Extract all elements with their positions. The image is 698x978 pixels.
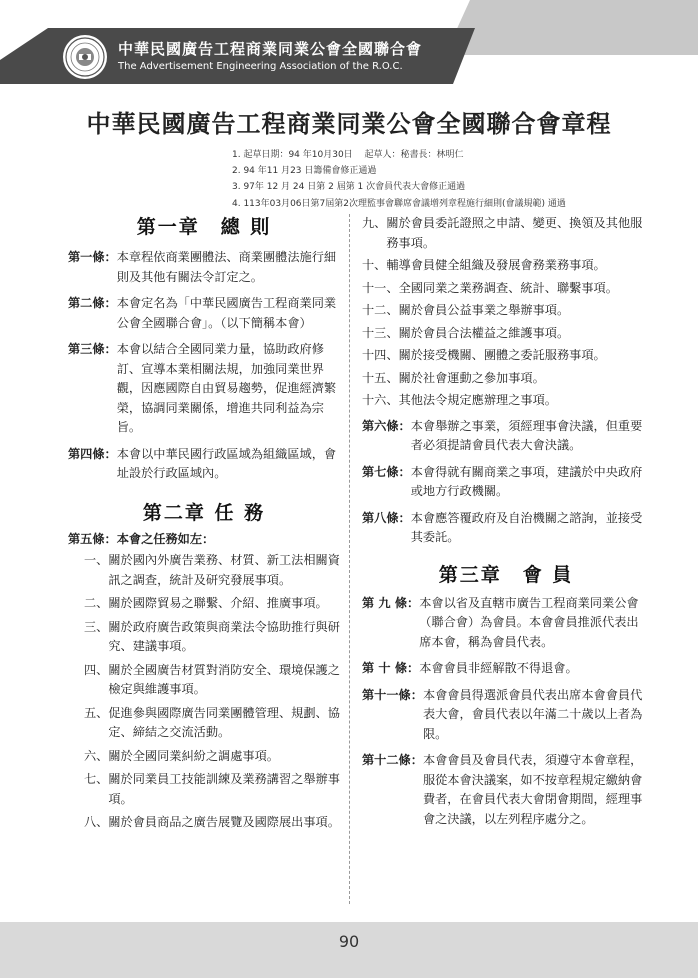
revision-note: 4. 113年03月06日第7屆第2次理監事會聯席會議增列章程施行細則(會議規範) 通過 [232, 198, 566, 209]
list-item [84, 747, 340, 767]
revision-note: 1. 起草日期：94 年10月30日 起草人：秘書長：林明仁 [232, 150, 464, 160]
article [68, 248, 340, 287]
item-text: 關於接受機關、團體之委託服務事項。 [398, 348, 606, 362]
article [68, 340, 340, 438]
revision-note: 3. 97年 12 月 24 日第 2 屆第 1 次會員代表大會修正通過 [232, 182, 466, 193]
item-text: 關於全國廣告材質對消防安全、環境保護之檢定與維護事項。 [108, 662, 340, 696]
article-text: 本會會員及會員代表，須遵守本會章程，服從本會決議案，如不按章程規定繳納會費者，在會員代表大會閉會期間，經理事會之決議，以左列程序處分之。 [422, 753, 643, 826]
article-text: 本會會員得選派會員代表出席本會會員代表大會，會員代表以年滿二十歲以上者為限。 [422, 687, 643, 741]
column-divider [349, 214, 350, 904]
list-item [362, 279, 650, 299]
list-item [84, 551, 340, 590]
left-column [68, 212, 340, 833]
item-label: 九、 [362, 216, 387, 230]
article-label: 第二條： [68, 296, 117, 310]
article [68, 445, 340, 484]
article [68, 294, 340, 333]
list-item [362, 301, 650, 321]
article-label: 第 九 條： [362, 595, 420, 610]
revision-notes [232, 147, 566, 212]
item-text: 關於會員委託證照之申請、變更、換領及其他服務事項。 [386, 216, 643, 250]
item-text: 關於會員公益事業之舉辦事項。 [398, 303, 570, 317]
list-item [362, 214, 650, 253]
item-text: 關於社會運動之參加事項。 [398, 370, 545, 385]
item-text: 關於政府廣告政策與商業法令協助推行與研究、建議事項。 [108, 619, 340, 653]
item-label: 十四、 [362, 348, 399, 362]
item-label: 十三、 [362, 325, 399, 340]
item-label: 十六、 [362, 393, 399, 407]
article-label: 第七條： [362, 464, 411, 479]
item-text: 關於全國同業糾紛之調處事項。 [108, 748, 279, 763]
article-text: 本會定名為「中華民國廣告工程商業同業公會全國聯合會」。（以下簡稱本會） [116, 296, 337, 330]
item-text: 輔導會員健全組織及發展會務業務事項。 [386, 258, 606, 272]
list-item [84, 813, 340, 833]
list-item [84, 618, 340, 657]
chapter-title: 第三章 會 員 [438, 563, 574, 586]
item-label: 十、 [362, 258, 387, 272]
article-text: 本會應答覆政府及自治機關之諮詢，並接受其委託。 [410, 510, 643, 544]
list-item [362, 256, 650, 276]
item-text: 其他法令規定應辦理之事項。 [398, 393, 557, 407]
list-item [84, 661, 340, 700]
article-text: 本章程依商業團體法、商業團體法施行細則及其他有關法令訂定之。 [116, 250, 337, 284]
item-label: 三、 [84, 619, 109, 634]
list-item [84, 770, 340, 809]
article-label: 第三條： [68, 342, 117, 356]
item-label: 十二、 [362, 303, 399, 317]
article [362, 686, 650, 745]
list-item [84, 704, 340, 743]
article-label: 第六條： [362, 418, 411, 433]
item-label: 六、 [84, 748, 109, 763]
item-label: 一、 [84, 553, 109, 567]
item-text: 促進參與國際廣告同業團體管理、規劃、協定、締結之交流活動。 [108, 705, 340, 739]
article [362, 659, 650, 679]
article [362, 594, 650, 653]
list-item [84, 594, 340, 614]
item-label: 八、 [84, 815, 109, 829]
article-text: 本會以結合全國同業力量，協助政府修訂、宣導本業相關法規，加強同業世界觀，因應國際自由貿易趨勢，促進經濟繁榮，協調同業關係，增進共同利益為宗旨。 [116, 342, 337, 434]
association-emblem-icon [62, 34, 108, 80]
article-label: 第 十 條： [362, 661, 420, 675]
article [362, 417, 650, 456]
item-text: 關於國際貿易之聯繫、介紹、推廣事項。 [108, 596, 328, 610]
item-label: 二、 [84, 596, 109, 610]
item-text: 關於會員商品之廣告展覽及國際展出事項。 [108, 815, 340, 829]
item-text: 關於會員合法權益之維護事項。 [398, 325, 570, 340]
revision-note: 2. 94 年11 月23 日籌備會修正通過 [232, 166, 377, 177]
article-text: 本會以省及直轄市廣告工程商業同業公會（聯合會）為會員。本會會員推派代表出席本會，稱為會員代表。 [419, 595, 639, 649]
item-text: 關於同業員工技能訓練及業務講習之舉辦事項。 [108, 772, 340, 806]
article-text: 本會舉辦之事業，須經理事會決議，但重要者必須提請會員代表大會決議。 [410, 418, 643, 452]
list-item [362, 391, 650, 411]
chapter-title: 第二章 任 務 [142, 501, 266, 524]
article-text: 本會會員非經解散不得退會。 [419, 661, 578, 675]
list-item [362, 324, 650, 344]
article-label: 第十一條： [362, 687, 423, 702]
article-label: 第一條： [68, 250, 117, 264]
document-title: 中華民國廣告工程商業同業公會全國聯合會章程 [86, 110, 612, 138]
header-org-name-en: The Advertisement Engineering Association of the R.O.C. [118, 61, 403, 72]
article-text: 本會以中華民國行政區域為組織區域，會址設於行政區域內。 [116, 446, 337, 480]
article-label: 第八條： [362, 510, 411, 525]
article-label: 第十二條： [362, 753, 423, 767]
item-label: 十五、 [362, 370, 399, 385]
list-item [362, 369, 650, 389]
article [362, 751, 650, 829]
item-text: 關於國內外廣告業務、材質、新工法相關資訊之調查，統計及研究發展事項。 [108, 553, 340, 587]
item-label: 七、 [84, 772, 109, 786]
item-text: 全國同業之業務調查、統計、聯繫事項。 [398, 280, 618, 295]
page-number: 90 [338, 932, 360, 951]
chapter-title: 第一章 總 則 [136, 216, 272, 238]
header-org-name-zh: 中華民國廣告工程商業同業公會全國聯合會 [118, 40, 423, 58]
item-label: 五、 [84, 705, 109, 720]
article-intro: 第五條：本會之任務如左： [68, 531, 215, 546]
right-column [362, 214, 650, 829]
item-label: 四、 [84, 662, 109, 677]
article-label: 第四條： [68, 446, 117, 461]
article-text: 本會得就有關商業之事項，建議於中央政府或地方行政機關。 [410, 464, 643, 498]
article [362, 463, 650, 502]
list-item [362, 346, 650, 366]
item-label: 十一、 [362, 280, 399, 295]
article [362, 509, 650, 548]
